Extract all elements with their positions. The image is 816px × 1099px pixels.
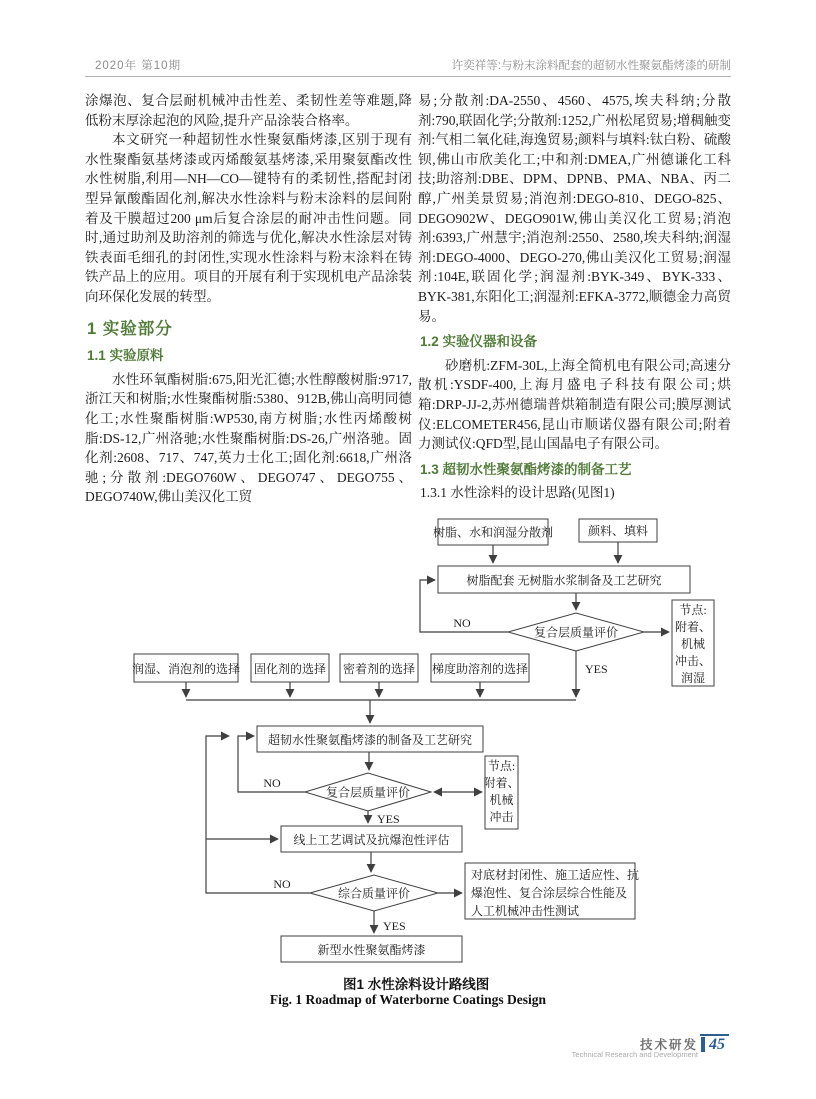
footer-accent-bar	[701, 1037, 705, 1052]
flow-node2-line: 冲击	[489, 810, 514, 824]
figure-caption-en: Fig. 1 Roadmap of Waterborne Coatings Design	[269, 992, 547, 1007]
flow-box-wetting-label: 润湿、消泡剂的选择	[131, 662, 241, 676]
page-header	[85, 55, 731, 77]
flow-node1-line: 润湿	[680, 671, 706, 685]
footer-section-en: Technical Research and Development	[571, 1050, 698, 1059]
paragraph: 砂磨机:ZFM-30L,上海全简机电有限公司;高速分散机:YSDF-400,上海月盛电子科技有限公司;烘箱:DRP-JJ-2,苏州德瑞普烘箱制造有限公司;膜厚测试仪:ELCOMETER456,昆山市顺诺仪器有限公司;附着力测试仪:QFD型,昆山国晶电子有限公司。	[418, 357, 731, 452]
flow-node1-line: 节点:	[679, 603, 707, 617]
flow-box-prep-label: 超韧水性聚氨酯烤漆的制备及工艺研究	[267, 733, 473, 747]
flow-box-cosolvent-label: 梯度助溶剂的选择	[431, 662, 529, 676]
left-column	[85, 91, 412, 507]
flow-box-test-line: 人工机械冲击性测试	[471, 904, 580, 918]
paragraph: 易;分散剂:DA-2550、4560、4575,埃夫科纳;分散剂:790,联固化学;分散剂:1252,广州松尾贸易;增稠触变剂:气相二氧化硅,海逸贸易;颜料与填料:钛白粉、硫酸钡,佛山市欣美化工;中和剂:DMEA,广州德谦化工科技;助溶剂:DBE、DPM、DPNB、PMA、NBA、丙二醇,广州美景贸易;消泡剂:DEGO-810、DEGO-825、DEGO902W、DEGO901W,佛山美汉化工贸易;消泡剂:6393,广州慧宇;消泡剂:2550、2580,埃夫科纳;润湿剂:DEGO-4000、DEGO-270,佛山美汉化工贸易;润湿剂:104E,联固化学;润湿剂:BYK-349、BYK-333、BYK-381,东阳化工;润湿剂:EFKA-3772,顺德金力高贸易。	[418, 93, 731, 324]
header-running-title: 许奕祥等:与粉末涂料配套的超韧水性聚氨酯烤漆的研制	[451, 60, 731, 72]
header-issue: 2020年 第10期	[95, 60, 182, 72]
section-heading-1-1: 1.1 实验原料	[87, 348, 164, 364]
flow-node2-line: 机械	[489, 793, 514, 807]
flow-box-adhesion-label: 密着剂的选择	[342, 662, 416, 676]
flowchart-figure-1	[85, 513, 731, 975]
flow-box-test-line: 对底材封闭性、施工适应性、抗	[471, 868, 640, 882]
flow-yes-label: YES	[377, 812, 400, 826]
flow-box-resin-water-label: 树脂、水和润湿分散剂	[432, 525, 554, 540]
flow-yes-label: YES	[585, 662, 608, 676]
flow-no-label: NO	[453, 616, 471, 630]
paragraph: 本文研究一种超韧性水性聚氨酯烤漆,区别于现有水性聚酯氨基烤漆或丙烯酸氨基烤漆,采用聚氨酯改性水性树脂,利用—NH—CO—键特有的柔韧性,搭配封闭型异氰酸酯固化剂,解决水性涂料与粉末涂料的层间附着及干膜超过200 μm后复合涂层的耐冲击性问题。同时,通过助剂及助溶剂的筛选与优化,解决水性涂层对铸铁表面毛细孔的封闭性,实现水性涂料与粉末涂料在铸铁产品上的应用。项目的开展有利于实现机电产品涂装向环保化发展的转型。	[85, 132, 412, 304]
flow-node1-line: 冲击、	[674, 654, 712, 668]
paragraph: 水性环氧酯树脂:675,阳光汇德;水性醇酸树脂:9717,浙江天和树脂;水性聚酯树脂:5380、912B,佛山高明同德化工;水性聚酯树脂:WP530,南方树脂;水性丙烯酸树脂:DS-12,广州洛驰;水性聚酯树脂:DS-26,广州洛驰。固化剂:2608、717、747,英力士化工;固化剂:6618,广州洛驰;分散剂:DEGO760W、DEGO747、DEGO755、DEGO740W,佛山美汉化工贸	[85, 371, 412, 505]
flow-diamond-overall-label: 综合质量评价	[337, 886, 411, 901]
flow-no-label: NO	[273, 877, 291, 891]
flow-node1-line: 机械	[680, 637, 706, 651]
page-number: 45	[709, 1036, 725, 1053]
flow-diamond-layer-eval2-label: 复合层质量评价	[325, 785, 411, 800]
flow-no-label: NO	[263, 776, 281, 790]
flow-box-curing-label: 固化剂的选择	[253, 662, 327, 676]
footer-section-cn: 技术研发	[639, 1038, 698, 1052]
section-heading-1-3-1: 1.3.1 水性涂料的设计思路(见图1)	[420, 485, 615, 501]
figure-caption-cn: 图1 水性涂料设计路线图	[343, 977, 490, 992]
flow-box-online-label: 线上工艺调试及抗爆泡性评估	[293, 833, 450, 847]
section-heading-1-2: 1.2 实验仪器和设备	[420, 334, 538, 350]
flow-diamond-layer-eval1-label: 复合层质量评价	[533, 625, 619, 640]
flow-node2-line: 节点:	[487, 759, 516, 773]
section-heading-1: 1 实验部分	[87, 319, 173, 338]
flow-yes-label: YES	[383, 919, 406, 933]
flow-box-resin-match-label: 树脂配套 无树脂水浆制备及工艺研究	[466, 573, 662, 588]
paragraph: 涂爆泡、复合层耐机械冲击性差、柔韧性差等难题,降低粉末厚涂起泡的风险,提升产品涂装合格率。	[85, 93, 412, 128]
flow-box-final-label: 新型水性聚氨酯烤漆	[317, 943, 426, 957]
flow-box-pigment-label: 颜料、填料	[587, 524, 649, 538]
flow-box-test-line: 爆泡性、复合涂层综合性能及	[471, 886, 628, 900]
right-column	[418, 91, 731, 506]
flow-node1-line: 附着、	[674, 620, 712, 634]
flow-no-loop-3	[206, 736, 310, 893]
section-heading-1-3: 1.3 超韧水性聚氨酯烤漆的制备工艺	[420, 461, 632, 477]
flow-node2-line: 附着、	[483, 776, 520, 790]
